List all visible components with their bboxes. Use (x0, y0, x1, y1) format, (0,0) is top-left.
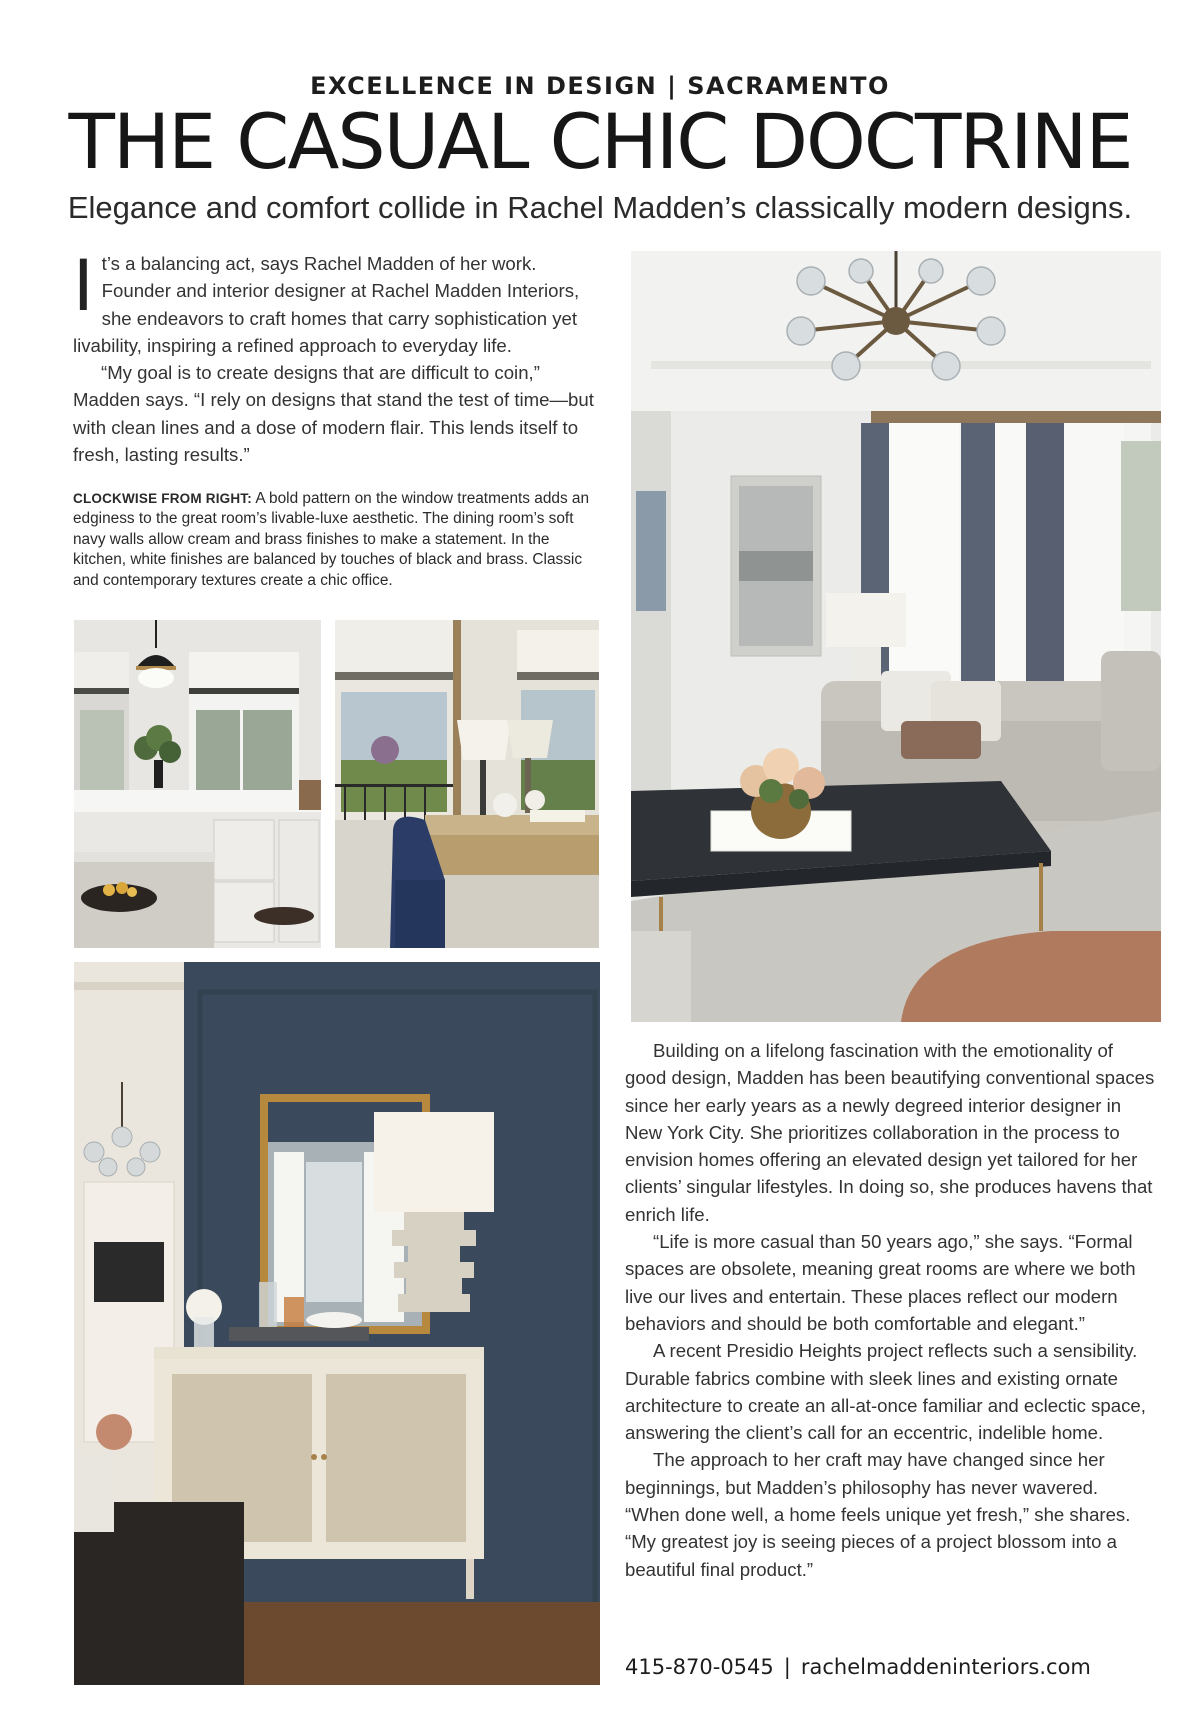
body-paragraph: A recent Presidio Heights project reflects such a sensibility. Durable fabrics combine with sleek lines and existing ornate architecture to create an all-at-once familiar and eclectic space, answering the client’s call for an eccentric, indelible home. (625, 1340, 1146, 1444)
dining-room-photo (74, 962, 600, 1685)
main-text (625, 1037, 1155, 1583)
article-subtitle: Elegance and comfort collide in Rachel Madden’s classically modern designs. (67, 190, 1133, 225)
photo-caption (73, 489, 605, 591)
caption-lead: CLOCKWISE FROM RIGHT: (73, 491, 252, 506)
website-link[interactable]: rachelmaddeninteriors.com (800, 1655, 1091, 1679)
kitchen-photo (74, 620, 321, 948)
great-room-photo-image (631, 251, 1161, 1022)
intro-paragraph-text: t’s a balancing act, says Rachel Madden of her work. Founder and interior designer at Rachel Madden Interiors, she endeavors to craft homes that carry sophistication yet livability, inspiring a refined approach to everyday life. (73, 253, 580, 356)
phone-number: 415-870-0545 (625, 1655, 774, 1679)
contact-separator: | (783, 1655, 791, 1679)
dining-room-photo-image (74, 962, 600, 1685)
caption-text: A bold pattern on the window treatments adds an edginess to the great room’s livable-luxe aesthetic. The dining room’s soft navy walls allow cream and brass finishes to make a statement. In the kitchen, white finishes are balanced by touches of black and brass. Classic and contemporary textures create a chic office. (73, 490, 590, 589)
intro-paragraph: “My goal is to create designs that are difficult to coin,” Madden says. “I rely on designs that stand the test of time—but with clean lines and a dose of modern flair. This lends itself to fresh, lasting results.” (73, 362, 594, 466)
body-paragraph: “Life is more casual than 50 years ago,” she says. “Formal spaces are obsolete, meaning great rooms are where we both live our lives and entertain. These places reflect our modern behaviors and should be both comfortable and elegant.” (625, 1231, 1136, 1334)
kitchen-photo-image (74, 620, 321, 948)
body-paragraph: The approach to her craft may have changed since her beginnings, but Madden’s philosophy has never wavered. “When done well, a home feels unique yet fresh,” she shares. “My greatest joy is seeing pieces of a project blossom into a beautiful final product.” (625, 1449, 1131, 1580)
intro-paragraph (73, 245, 605, 359)
office-photo (335, 620, 599, 948)
great-room-photo (631, 251, 1161, 1022)
body-paragraph: Building on a lifelong fascination with the emotionality of good design, Madden has been beautifying conventional spaces since her early years as a newly degreed interior designer in New York City. She prioritizes collaboration in the process to envision homes offering an elevated design yet tailored for her clients’ singular lifestyles. In doing so, she produces havens that enrich life. (625, 1040, 1155, 1225)
contact-line (625, 1655, 1185, 1679)
section-kicker: EXCELLENCE IN DESIGN | SACRAMENTO (310, 72, 890, 100)
article-title: THE CASUAL CHIC DOCTRINE (68, 97, 1132, 186)
intro-text (73, 245, 605, 468)
drop-cap: I (73, 245, 94, 327)
office-photo-image (335, 620, 599, 948)
